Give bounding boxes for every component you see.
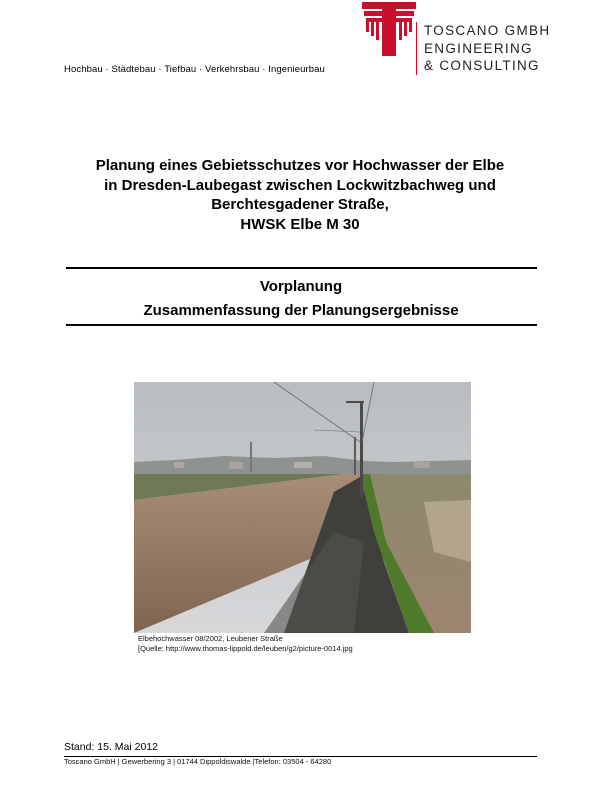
title-line: HWSK Elbe M 30 [240, 215, 360, 233]
flood-photo [134, 382, 471, 633]
title-rule-bottom [66, 324, 537, 326]
title-line: in Dresden-Laubegast zwischen Lockwitzbachweg und [104, 176, 496, 194]
logo-wordmark [424, 22, 550, 75]
caption-title: Elbehochwasser 08/2002, Leubener Straße [138, 634, 283, 643]
company-tagline: Hochbau · Städtebau · Tiefbau · Verkehrsbau · Ingenieurbau [64, 64, 325, 75]
logo-divider [416, 22, 417, 75]
toscano-logo-mark-icon [362, 2, 416, 56]
document-subtitle [60, 275, 542, 323]
document-title [60, 156, 540, 234]
title-line: Berchtesgadener Straße, [211, 196, 389, 213]
subtitle-summary: Zusammenfassung der Planungsergebnisse [143, 302, 459, 319]
title-rule-top [66, 267, 537, 269]
logo-line-company: TOSCANO GMBH [424, 23, 551, 38]
logo-line-consulting: & CONSULTING [424, 58, 540, 73]
footer-address: Toscano GmbH | Gewerbering 3 | 01744 Dippoldiswalde |Telefon: 03504 - 64280 [64, 757, 332, 766]
document-date: Stand: 15. Mai 2012 [64, 741, 158, 753]
subtitle-phase: Vorplanung [259, 278, 343, 295]
photo-caption [138, 634, 353, 654]
logo-line-engineering: ENGINEERING [424, 40, 533, 56]
title-line: Planung eines Gebietsschutzes vor Hochwasser der Elbe [95, 157, 505, 174]
caption-source: [Quelle: http://www.thomas-lippold.de/leuben/g2/picture-0014.jpg [138, 644, 353, 653]
